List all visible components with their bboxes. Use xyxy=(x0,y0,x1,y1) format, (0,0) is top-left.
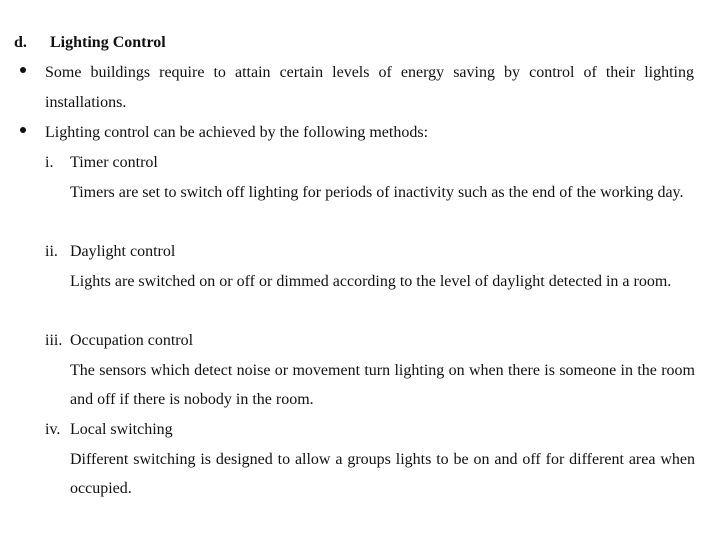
bullet-item xyxy=(14,58,694,117)
method-title: Daylight control xyxy=(70,243,176,260)
bullet-text: Lighting control can be achieved by the following methods: xyxy=(45,124,429,141)
method-description: Lights are switched on or off or dimmed according to the level of daylight detected in a room. xyxy=(70,272,672,290)
method-description: The sensors which detect noise or movement turn lighting on when there is someone in the room and off if there is nobody in the room. xyxy=(70,361,695,408)
section-letter: d. xyxy=(14,34,27,51)
method-item-local-switching xyxy=(45,415,695,504)
method-numeral: iii. xyxy=(45,332,63,349)
method-description: Different switching is designed to allow a groups lights to be on and off for different area when occupied. xyxy=(70,450,695,497)
method-numeral: iv. xyxy=(45,421,61,438)
method-item-daylight-control xyxy=(45,237,695,296)
section-heading xyxy=(14,31,166,55)
method-numeral: ii. xyxy=(45,243,58,260)
bullet-item xyxy=(14,118,694,148)
method-description: Timers are set to switch off lighting for periods of inactivity such as the end of the working day. xyxy=(70,183,684,201)
section-title: Lighting Control xyxy=(50,34,166,51)
method-title: Local switching xyxy=(70,421,173,438)
method-item-occupation-control xyxy=(45,326,695,415)
bullet-icon xyxy=(20,127,26,133)
method-item-timer-control xyxy=(45,148,695,207)
bullet-text: Some buildings require to attain certain levels of energy saving by control of their lighting installations. xyxy=(45,64,694,111)
method-title: Occupation control xyxy=(70,332,194,349)
method-numeral: i. xyxy=(45,154,54,171)
method-title: Timer control xyxy=(70,154,158,171)
bullet-icon xyxy=(20,67,26,73)
